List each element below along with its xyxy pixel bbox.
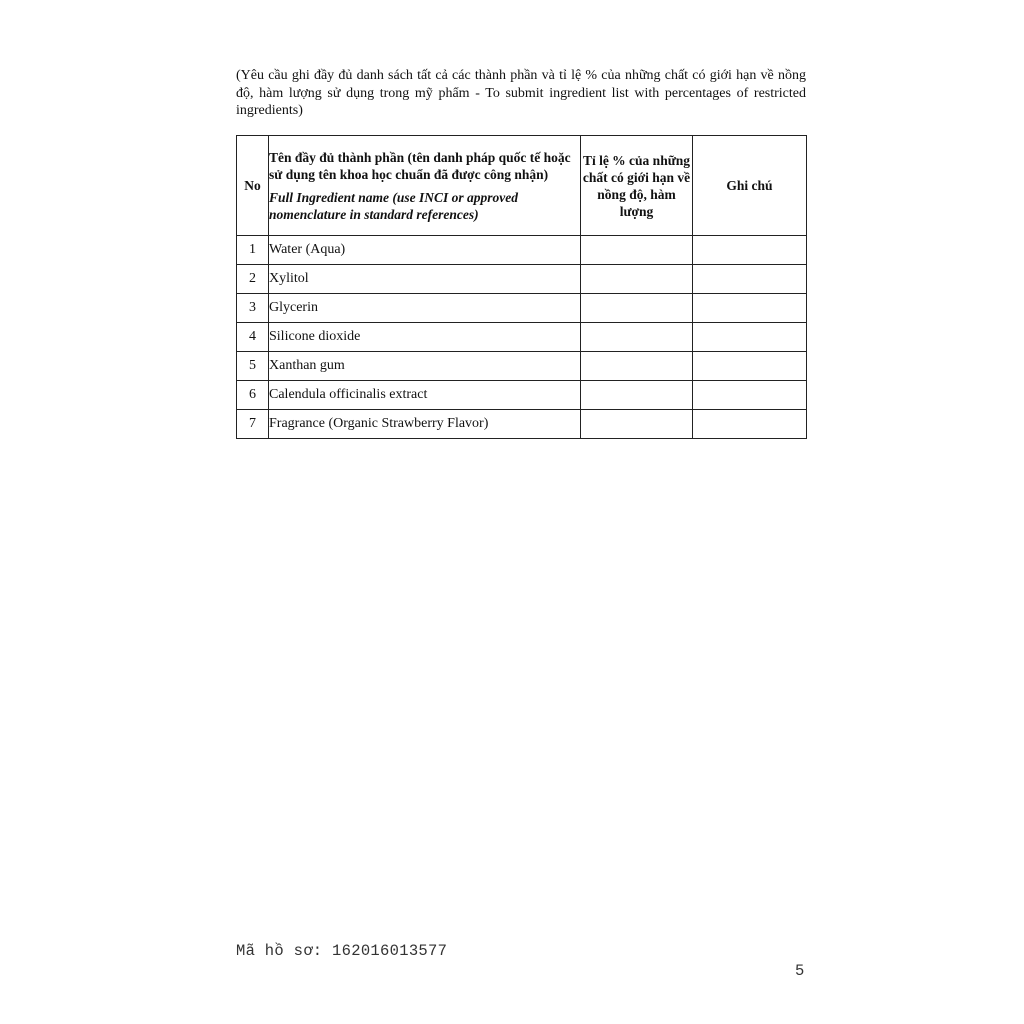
ingredient-name: Water (Aqua) bbox=[269, 236, 581, 265]
note-cell bbox=[693, 265, 807, 294]
percentage-cell bbox=[581, 410, 693, 439]
note-cell bbox=[693, 236, 807, 265]
note-cell bbox=[693, 381, 807, 410]
note-cell bbox=[693, 323, 807, 352]
ingredient-name: Calendula officinalis extract bbox=[269, 381, 581, 410]
table-row bbox=[237, 294, 807, 323]
table-row bbox=[237, 323, 807, 352]
intro-paragraph: (Yêu cầu ghi đầy đủ danh sách tất cả các thành phần và tỉ lệ % của những chất có giới hạn về nồng độ, hàm lượng sử dụng trong mỹ phẩm - To submit ingredient list with percentages of restricted ingredients) bbox=[236, 68, 806, 118]
header-name-vietnamese: Tên đầy đủ thành phần (tên danh pháp quốc tế hoặc sử dụng tên khoa học chuẩn đã được công nhận) bbox=[269, 149, 571, 182]
table-row bbox=[237, 410, 807, 439]
percentage-cell bbox=[581, 381, 693, 410]
header-no: No bbox=[237, 136, 269, 236]
ingredient-name: Fragrance (Organic Strawberry Flavor) bbox=[269, 410, 581, 439]
ingredient-name: Glycerin bbox=[269, 294, 581, 323]
header-note: Ghi chú bbox=[693, 136, 807, 236]
ingredient-name: Xanthan gum bbox=[269, 352, 581, 381]
row-number: 6 bbox=[237, 381, 269, 410]
table-row bbox=[237, 236, 807, 265]
header-percentage: Tỉ lệ % của những chất có giới hạn về nồng độ, hàm lượng bbox=[581, 136, 693, 236]
row-number: 2 bbox=[237, 265, 269, 294]
row-number: 3 bbox=[237, 294, 269, 323]
table-row bbox=[237, 381, 807, 410]
row-number: 4 bbox=[237, 323, 269, 352]
note-cell bbox=[693, 294, 807, 323]
ingredient-table bbox=[236, 135, 807, 439]
note-cell bbox=[693, 410, 807, 439]
percentage-cell bbox=[581, 236, 693, 265]
table-row bbox=[237, 265, 807, 294]
header-ingredient-name bbox=[269, 136, 581, 236]
page-number: 5 bbox=[795, 962, 805, 980]
ingredient-name: Silicone dioxide bbox=[269, 323, 581, 352]
table-header-row bbox=[237, 136, 807, 236]
percentage-cell bbox=[581, 294, 693, 323]
row-number: 1 bbox=[237, 236, 269, 265]
row-number: 7 bbox=[237, 410, 269, 439]
file-code: Mã hồ sơ: 162016013577 bbox=[236, 942, 448, 960]
ingredient-name: Xylitol bbox=[269, 265, 581, 294]
header-name-english: Full Ingredient name (use INCI or approved nomenclature in standard references) bbox=[269, 189, 519, 222]
percentage-cell bbox=[581, 352, 693, 381]
row-number: 5 bbox=[237, 352, 269, 381]
percentage-cell bbox=[581, 265, 693, 294]
percentage-cell bbox=[581, 323, 693, 352]
note-cell bbox=[693, 352, 807, 381]
table-row bbox=[237, 352, 807, 381]
